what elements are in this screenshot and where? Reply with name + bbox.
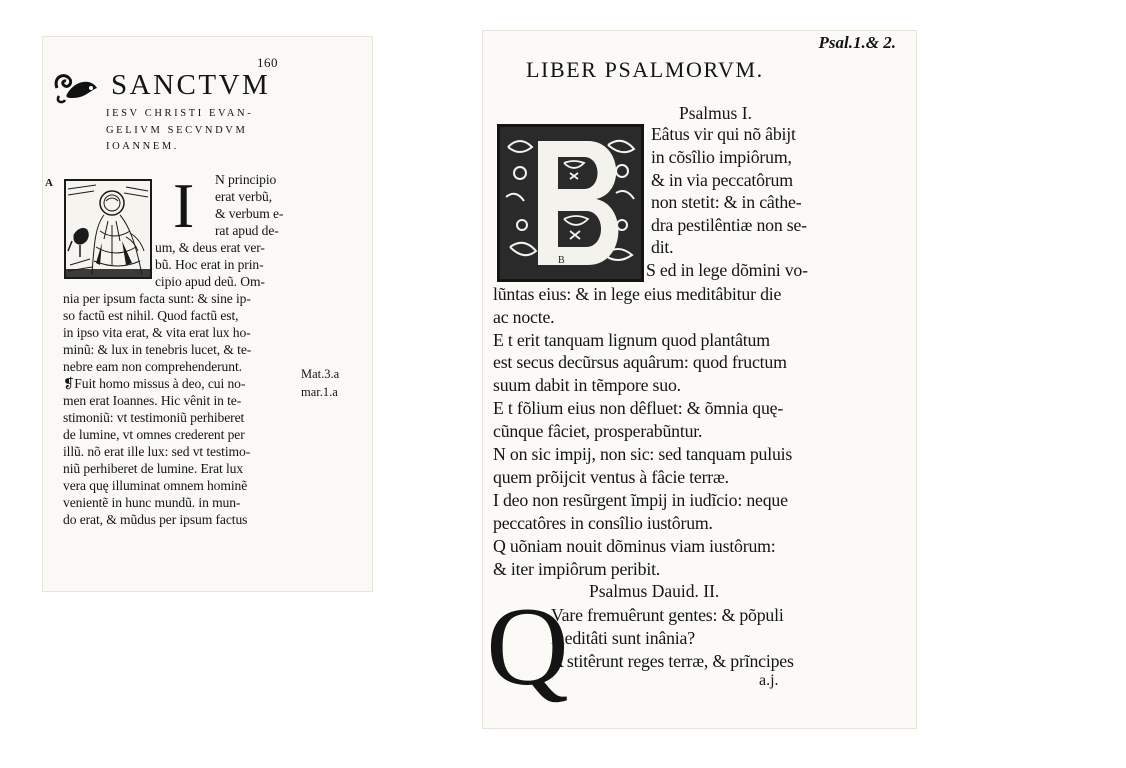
text-line: dra pestilêntiæ non se- (651, 215, 807, 235)
ornamental-initial-icon (500, 127, 641, 279)
text-line: Eâtus vir qui nõ âbijt (651, 124, 796, 144)
text-line: do erat, & mũdus per ipsum factus (63, 512, 248, 527)
margin-cross-reference: Mat.3.a (301, 367, 340, 381)
text-line: & in via peccatôrum (651, 170, 793, 190)
text-line: & verbum e- (215, 206, 284, 221)
fleuron-ornament-icon (51, 68, 101, 106)
text-line: de lumine, vt omnes crederent per (63, 427, 245, 442)
printer-signature: a.j. (759, 672, 779, 689)
text-line: minũ: & lux in tenebris lucet, & te- (63, 342, 252, 357)
decorated-initial-b (497, 124, 644, 282)
text-line: I deo non resũrgent ĩmpij in iudĩcio: neque (493, 490, 788, 510)
section-marker: A (45, 177, 53, 189)
margin-cross-reference: mar.1.a (301, 385, 338, 399)
text-line: bũ. Hoc erat in prin- (155, 257, 264, 272)
text-line: erat verbũ, (215, 189, 273, 204)
text-line: est secus decũrsus aquârum: quod fructum (493, 352, 787, 372)
text-line: non stetit: & in câthe- (651, 192, 802, 212)
running-head: LIBER PSALMORVM. (526, 57, 764, 82)
text-line: venientẽ in hunc mundũ. in mun- (63, 495, 241, 510)
text-line: & iter impiôrum peribit. (493, 559, 661, 579)
text-line: men erat Ioannes. Hic vênit in te- (63, 393, 242, 408)
text-line: rat apud de- (215, 223, 279, 238)
text-line: peccatôres in consîlio iustôrum. (493, 513, 713, 533)
left-page-number: 160 (257, 55, 278, 70)
initial-letter-q: Q (486, 585, 569, 709)
text-line: illũ. nõ erat ille lux: sed vt testimo- (63, 444, 251, 459)
gospel-subtitle-line: GELIVM SECVNDVM (106, 125, 248, 136)
text-line: ac nocte. (493, 307, 555, 327)
gospel-title: SANCTVM (111, 69, 271, 101)
text-line: E t erit tanquam lignum quod plantâtum (493, 330, 770, 350)
text-line: lũntas eius: & in lege eius meditâbitur die (493, 284, 782, 304)
text-line: ❡Fuit homo missus à deo, cui no- (63, 376, 246, 391)
left-book-page (43, 37, 372, 591)
initial-letter-b: B (558, 255, 565, 266)
text-line: in cõsîlio impiôrum, (651, 147, 792, 167)
text-line: um, & deus erat ver- (155, 240, 265, 255)
text-line: A stitêrunt reges terræ, & prĩncipes (551, 651, 794, 671)
psalm-heading: Psalmus I. (679, 103, 752, 123)
text-line: so factũ est nihil. Quod factũ est, (63, 308, 239, 323)
text-line: in ipso vita erat, & vita erat lux ho- (63, 325, 251, 340)
text-line: niũ perhiberet de lumine. Erat lux (63, 461, 244, 476)
text-line: cipio apud deũ. Om- (155, 274, 265, 289)
text-line: meditâti sunt inânia? (551, 628, 695, 648)
text-line: N on sic impij, non sic: sed tanquam puluis (493, 444, 793, 464)
text-line: dit. (651, 237, 674, 257)
gospel-subtitle-line: IESV CHRISTI EVAN- (106, 108, 254, 119)
right-page-folio: Psal.1.& 2. (818, 33, 896, 52)
evangelist-woodcut-illustration (64, 179, 152, 279)
text-line: vera quę illuminat omnem hominẽ (63, 478, 248, 493)
psalm-heading: Psalmus Dauid. II. (589, 581, 720, 601)
text-line: quem prõijcit ventus à fâcie terræ. (493, 467, 729, 487)
right-book-page (483, 31, 916, 728)
woodcut-figure-icon (66, 181, 150, 277)
initial-letter-i: I (173, 170, 195, 241)
text-line: E t fõlium eius non dêfluet: & õmnia quę- (493, 398, 784, 418)
text-line: nebre eam non comprehenderunt. (63, 359, 242, 374)
text-line: cũnque fâciet, prosperabũntur. (493, 421, 703, 441)
text-line: S ed in lege dõmini vo- (646, 260, 808, 280)
gospel-subtitle-line: IOANNEM. (106, 141, 180, 152)
text-line: Q uõniam nouit dõminus viam iustôrum: (493, 536, 776, 556)
text-line: stimoniũ: vt testimoniũ perhiberet (63, 410, 245, 425)
text-line: N principio (215, 172, 277, 187)
text-line: nia per ipsum facta sunt: & sine ip- (63, 291, 251, 306)
text-line: Vare fremuêrunt gentes: & põpuli (551, 605, 784, 625)
text-line: suum dabit in tẽmpore suo. (493, 375, 681, 395)
